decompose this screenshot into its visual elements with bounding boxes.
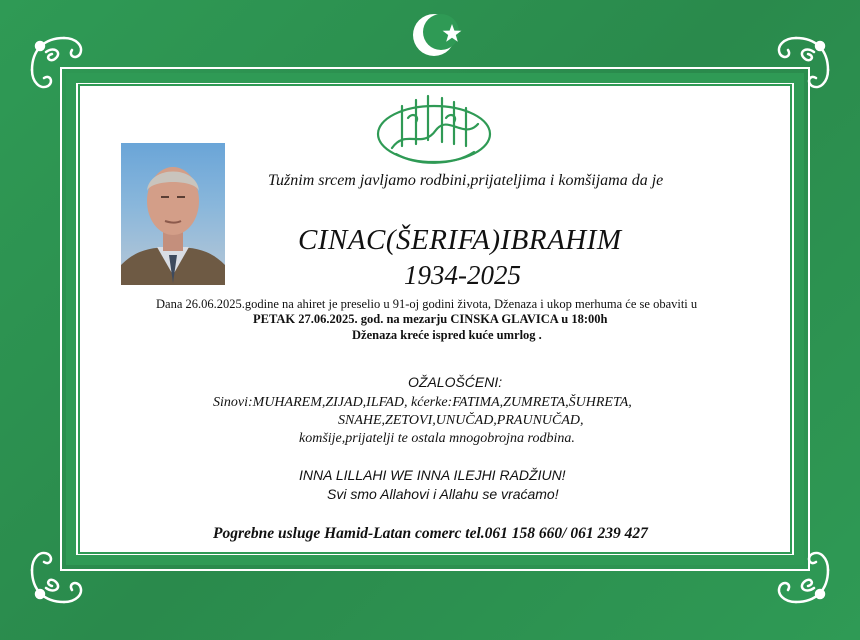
funeral-service-contact: Pogrebne usluge Hamid-Latan comerc tel.061 158 660/ 061 239 427 [213, 525, 648, 542]
life-years: 1934-2025 [404, 260, 521, 290]
mourners-title: OŽALOŠĆENI: [408, 374, 503, 390]
procession-line: Dženaza kreće ispred kuće umrlog . [352, 328, 542, 342]
details-line: Dana 26.06.2025.godine na ahiret je preselio u 91-oj godini života, Dženaza i ukop merhuma će se obaviti u [156, 297, 698, 311]
intro-text: Tužnim srcem javljamo rodbini,prijateljima i komšijama da je [268, 172, 664, 189]
mourners-line: Sinovi:MUHAREM,ZIJAD,ILFAD, kćerke:FATIMA,ZUMRETA,ŠUHRETA, [213, 395, 632, 410]
prayer-translation: Svi smo Allahovi i Allahu se vraćamo! [327, 486, 559, 502]
crescent-star-icon [408, 8, 464, 62]
arabic-calligraphy [372, 88, 496, 172]
deceased-photo [121, 143, 225, 285]
funeral-time-line: PETAK 27.06.2025. god. na mezarju CINSKA GLAVICA u 18:00h [253, 312, 608, 326]
deceased-name: CINAC(ŠERIFA)IBRAHIM [298, 224, 622, 256]
prayer-line: INNA LILLAHI WE INNA ILEJHI RADŽIUN! [299, 467, 566, 483]
mourners-line: komšije,prijatelji te ostala mnogobrojna rodbina. [299, 431, 575, 446]
mourners-line: SNAHE,ZETOVI,UNUČAD,PRAUNUČAD, [338, 413, 584, 428]
